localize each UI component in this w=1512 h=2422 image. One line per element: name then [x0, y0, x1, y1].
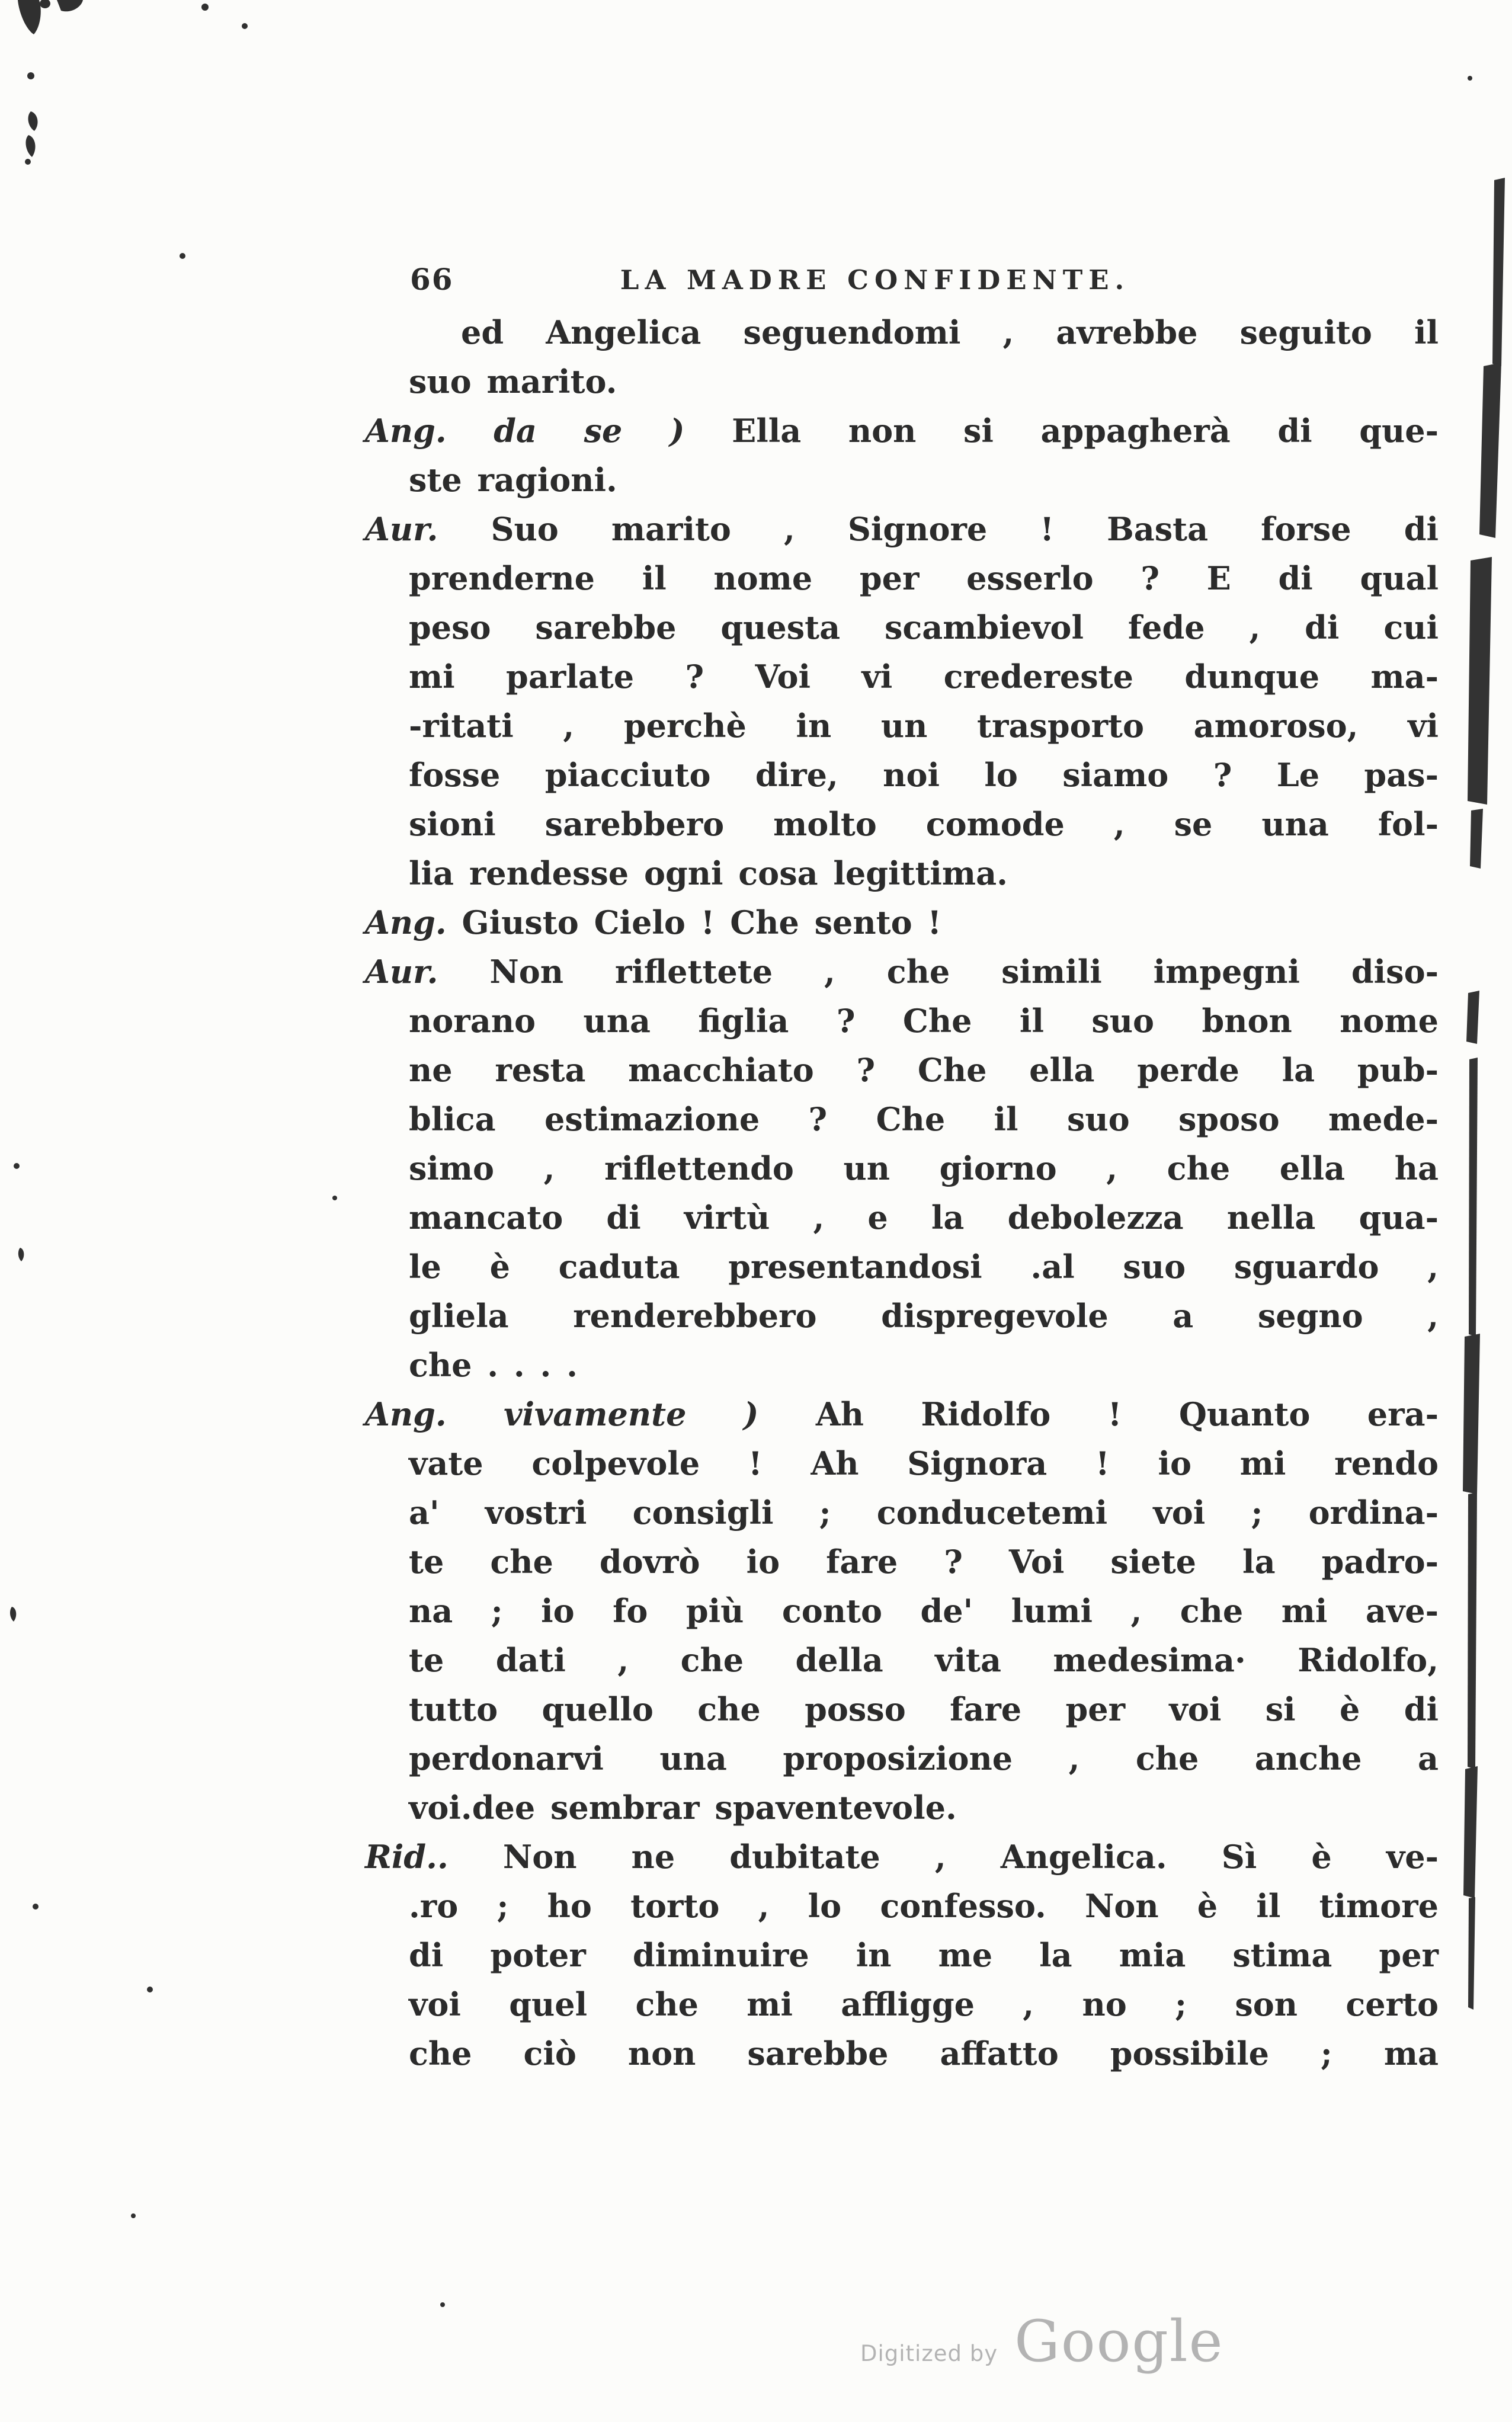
text-line: [409, 849, 1439, 898]
text-line: [409, 1537, 1439, 1587]
text-line: [409, 1193, 1439, 1242]
text-line: [409, 1685, 1439, 1734]
page-header: [409, 260, 1439, 307]
text-line: [409, 800, 1439, 849]
text-line: [409, 2029, 1439, 2078]
dialogue-text: norano una figlia ? Che il suo bnon nome: [409, 1002, 1439, 1040]
top-left-smudges: [18, 0, 1472, 259]
text-line: [409, 1242, 1439, 1292]
dialogue-text: Non ne dubitate , Angelica. Sì è ve-: [448, 1838, 1439, 1876]
speaker-label: Rid..: [365, 1838, 449, 1876]
speaker-label: Aur.: [365, 953, 438, 991]
dialogue-text: fosse piacciuto dire, noi lo siamo ? Le pas-: [409, 756, 1439, 794]
dialogue-text: le è caduta presentandosi .al suo sguardo ,: [409, 1248, 1439, 1286]
text-line: [409, 1931, 1439, 1980]
speaker-label: Ang. da se ): [365, 412, 685, 450]
speaker-label: Aur.: [365, 510, 438, 548]
dialogue-text: voi quel che mi affligge , no ; son certo: [409, 1985, 1439, 2023]
dialogue-text: tutto quello che posso fare per voi si è di: [409, 1690, 1439, 1728]
dialogue-text: Ella non si appagherà di que-: [684, 412, 1439, 450]
text-line: [409, 1882, 1439, 1931]
text-line: [409, 357, 1439, 406]
dialogue-text: mi parlate ? Voi vi credereste dunque ma-: [409, 658, 1439, 696]
text-line: [409, 1292, 1439, 1341]
dialogue-text: suo marito.: [409, 363, 617, 401]
dialogue-text: lia rendesse ogni cosa legittima.: [409, 854, 1008, 892]
text-line: [409, 1734, 1439, 1783]
text-line: [409, 1980, 1439, 2029]
text-line: [409, 554, 1439, 603]
page-number: 66: [410, 262, 454, 297]
google-logo: Google: [1014, 2308, 1224, 2375]
text-block: [365, 308, 1439, 2078]
google-watermark: [860, 2308, 1223, 2375]
dialogue-text: perdonarvi una proposizione , che anche a: [409, 1739, 1439, 1777]
text-line: [365, 947, 1439, 997]
dialogue-text: ed Angelica seguendomi , avrebbe seguito il: [461, 313, 1439, 351]
text-line: [409, 1341, 1439, 1390]
dialogue-text: mancato di virtù , e la debolezza nella qua-: [409, 1199, 1439, 1236]
right-edge-streak: [1463, 178, 1505, 2010]
dialogue-text: simo , riflettendo un giorno , che ella ha: [409, 1149, 1439, 1187]
text-line: [365, 406, 1439, 456]
text-line: [365, 1390, 1439, 1439]
dialogue-text: na ; io fo più conto de' lumi , che mi ave-: [409, 1592, 1439, 1630]
dialogue-text: sioni sarebbero molto comode , se una fol-: [409, 805, 1439, 843]
text-line: [409, 1144, 1439, 1193]
text-line: [409, 1783, 1439, 1832]
text-line: [409, 308, 1439, 357]
text-line: [409, 652, 1439, 701]
text-line: [409, 1439, 1439, 1488]
dialogue-text: Non riflettete , che simili impegni diso-: [438, 953, 1439, 991]
dialogue-text: di poter diminuire in me la mia stima per: [409, 1936, 1439, 1974]
text-line: [409, 1636, 1439, 1685]
dialogue-text: prenderne il nome per esserlo ? E di qual: [409, 559, 1439, 597]
dialogue-text: voi.dee sembrar spaventevole.: [409, 1789, 957, 1827]
text-line: [365, 898, 1439, 947]
text-line: [409, 1095, 1439, 1144]
text-line: [365, 1832, 1439, 1882]
speaker-label: Ang.: [365, 904, 447, 941]
dialogue-text: che ciò non sarebbe affatto possibile ; ma: [409, 2035, 1439, 2072]
dialogue-text: .ro ; ho torto , lo confesso. Non è il timore: [409, 1887, 1439, 1925]
dialogue-text: Giusto Cielo ! Che sento !: [446, 904, 942, 941]
text-line: [409, 603, 1439, 652]
dialogue-text: te dati , che della vita medesima· Ridolfo,: [409, 1641, 1439, 1679]
dialogue-text: -ritati , perchè in un trasporto amoroso, vi: [409, 707, 1439, 745]
dialogue-text: ste ragioni.: [409, 461, 617, 499]
speaker-label: Ang. vivamente ): [365, 1395, 759, 1433]
dialogue-text: te che dovrò io fare ? Voi siete la padro-: [409, 1543, 1439, 1581]
text-line: [365, 505, 1439, 554]
text-line: [409, 1587, 1439, 1636]
dialogue-text: peso sarebbe questa scambievol fede , di cui: [409, 608, 1439, 646]
dialogue-text: gliela renderebbero dispregevole a segno ,: [409, 1297, 1439, 1335]
text-line: [409, 701, 1439, 751]
text-line: [409, 1488, 1439, 1537]
running-title: LA MADRE CONFIDENTE.: [620, 264, 1130, 296]
text-line: [409, 456, 1439, 505]
dialogue-text: che . . . .: [409, 1346, 578, 1384]
text-line: [409, 1046, 1439, 1095]
dialogue-text: Ah Ridolfo ! Quanto era-: [758, 1395, 1439, 1433]
dialogue-text: a' vostri consigli ; conducetemi voi ; ordina-: [409, 1494, 1439, 1532]
dialogue-text: Suo marito , Signore ! Basta forse di: [438, 510, 1439, 548]
dialogue-text: ne resta macchiato ? Che ella perde la pub-: [409, 1051, 1439, 1089]
dialogue-text: vate colpevole ! Ah Signora ! io mi rendo: [409, 1444, 1439, 1482]
dialogue-text: blica estimazione ? Che il suo sposo mede-: [409, 1100, 1439, 1138]
text-line: [409, 997, 1439, 1046]
digitized-by-label: Digitized by: [860, 2341, 998, 2366]
margin-specks: [10, 1163, 445, 2307]
text-line: [409, 751, 1439, 800]
